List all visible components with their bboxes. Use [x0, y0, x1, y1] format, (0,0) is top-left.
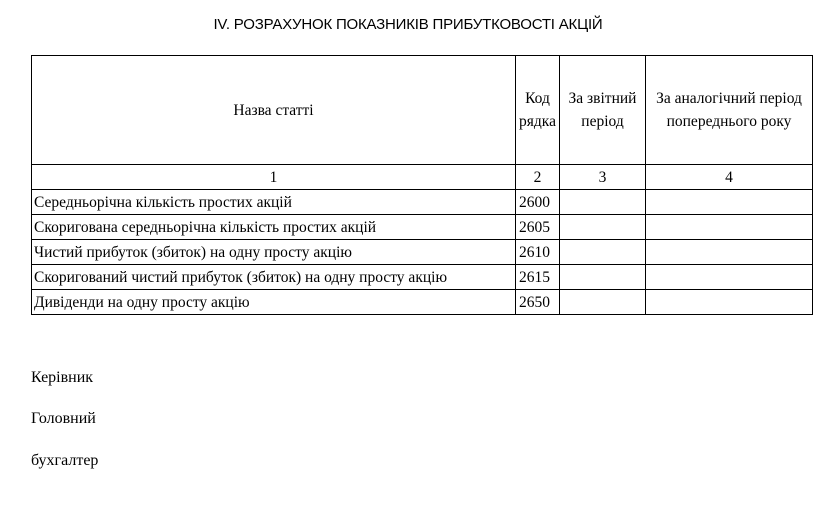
row-previous-value[interactable]: [646, 190, 813, 215]
row-code: 2615: [516, 265, 560, 290]
row-name: Дивіденди на одну просту акцію: [32, 290, 516, 315]
row-name: Чистий прибуток (збиток) на одну просту акцію: [32, 240, 516, 265]
header-code: Код рядка: [516, 56, 560, 165]
row-code: 2650: [516, 290, 560, 315]
row-code: 2605: [516, 215, 560, 240]
row-code: 2610: [516, 240, 560, 265]
header-reporting-period: За звітний період: [560, 56, 646, 165]
header-name: Назва статті: [32, 56, 516, 165]
row-reporting-value[interactable]: [560, 290, 646, 315]
row-previous-value[interactable]: [646, 240, 813, 265]
column-number: 2: [516, 165, 560, 190]
row-name: Скоригована середньорічна кількість простих акцій: [32, 215, 516, 240]
row-reporting-value[interactable]: [560, 215, 646, 240]
row-previous-value[interactable]: [646, 215, 813, 240]
table-row: [32, 190, 813, 215]
column-number: 4: [646, 165, 813, 190]
profitability-table: [31, 55, 813, 315]
row-previous-value[interactable]: [646, 290, 813, 315]
signature-chief-label: Головний: [31, 410, 96, 427]
row-reporting-value[interactable]: [560, 190, 646, 215]
row-code: 2600: [516, 190, 560, 215]
row-previous-value[interactable]: [646, 265, 813, 290]
row-reporting-value[interactable]: [560, 265, 646, 290]
row-name: Середньорічна кількість простих акцій: [32, 190, 516, 215]
column-number: 3: [560, 165, 646, 190]
column-number-row: [32, 165, 813, 190]
column-number: 1: [32, 165, 516, 190]
table-header-row: [32, 56, 813, 165]
page-title: IV. РОЗРАХУНОК ПОКАЗНИКІВ ПРИБУТКОВОСТІ АКЦІЙ: [213, 16, 603, 33]
table-row: [32, 215, 813, 240]
table-row: [32, 240, 813, 265]
row-name: Скоригований чистий прибуток (збиток) на одну просту акцію: [32, 265, 516, 290]
header-previous-period: За аналогічний період попереднього року: [646, 56, 813, 165]
signature-accountant-label: бухгалтер: [31, 452, 99, 469]
signature-manager-label: Керівник: [31, 369, 94, 386]
row-reporting-value[interactable]: [560, 240, 646, 265]
table-row: [32, 265, 813, 290]
table-row: [32, 290, 813, 315]
